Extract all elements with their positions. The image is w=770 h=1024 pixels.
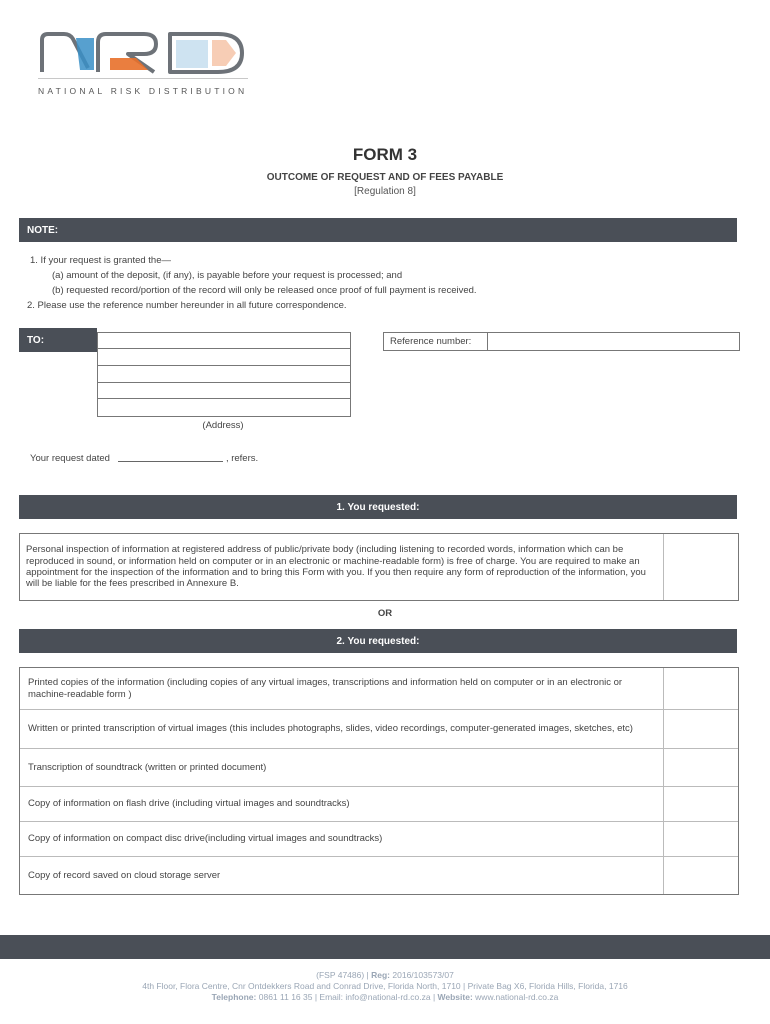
footer-address: 4th Floor, Flora Centre, Cnr Ontdekkers Road and Conrad Drive, Florida North, 1710 | Private Bag X6, Florida Hills, Florida, 1716 bbox=[142, 981, 628, 991]
footer-website[interactable]: www.national-rd.co.za bbox=[475, 992, 559, 1002]
reference-label: Reference number: bbox=[384, 333, 488, 350]
section1-text: Personal inspection of information at registered address of public/private body (including listening to recorded words, information which can be reproduced in sound, or information held on computer or in an electronic or machine-readable form) is free of charge. You are required to make an appointment for the inspection of the information and to bring this Form with you. If you then require any form of reproduction of the information, you will be liable for the fees prescribed in Annexure B. bbox=[26, 544, 646, 590]
or-label: OR bbox=[377, 608, 393, 619]
form-subtitle: OUTCOME OF REQUEST AND OF FEES PAYABLE bbox=[266, 172, 504, 183]
note-bar bbox=[19, 218, 737, 242]
footer-fsp: (FSP 47486) bbox=[316, 970, 365, 980]
note-list bbox=[27, 253, 477, 313]
reference-number-field[interactable] bbox=[488, 333, 739, 350]
section1-table bbox=[19, 533, 739, 601]
option-checkbox[interactable] bbox=[663, 710, 738, 748]
option-text: Transcription of soundtrack (written or printed document) bbox=[28, 761, 267, 773]
footer-email[interactable]: Email: info@national-rd.co.za bbox=[319, 992, 431, 1002]
option-text: Copy of information on flash drive (including virtual images and soundtracks) bbox=[28, 798, 350, 810]
option-row bbox=[20, 749, 738, 787]
address-line-4[interactable] bbox=[98, 383, 350, 399]
footer-telephone: 0861 11 16 35 bbox=[258, 992, 313, 1002]
section1-header: 1. You requested: bbox=[336, 501, 420, 513]
logo-divider bbox=[38, 78, 248, 79]
address-line-3[interactable] bbox=[98, 366, 350, 383]
reference-box bbox=[383, 332, 740, 351]
option-checkbox[interactable] bbox=[663, 749, 738, 786]
option-text: Printed copies of the information (including copies of any virtual images, transcriptions and information held on computer or in an electronic or machine-readable form ) bbox=[28, 677, 623, 700]
section2-bar bbox=[19, 629, 737, 653]
option-checkbox[interactable] bbox=[663, 787, 738, 821]
request-date-field[interactable] bbox=[118, 451, 223, 462]
option-checkbox[interactable] bbox=[663, 857, 738, 894]
note-line-1b: (b) requested record/portion of the record will only be released once proof of full payment is received. bbox=[52, 285, 477, 296]
refers-label: , refers. bbox=[225, 453, 259, 464]
note-line-1a: (a) amount of the deposit, (if any), is payable before your request is processed; and bbox=[52, 270, 403, 281]
note-label: NOTE: bbox=[27, 224, 59, 236]
option-row bbox=[20, 857, 738, 894]
option-row bbox=[20, 668, 738, 710]
section1-bar bbox=[19, 495, 737, 519]
option-row bbox=[20, 822, 738, 857]
form-regulation: [Regulation 8] bbox=[354, 186, 416, 197]
option-text: Written or printed transcription of virtual images (this includes photographs, slides, video recordings, computer-generated images, sketches, etc) bbox=[28, 723, 633, 735]
option-checkbox[interactable] bbox=[663, 822, 738, 856]
option-row bbox=[20, 710, 738, 749]
address-line-1[interactable] bbox=[98, 333, 350, 349]
logo-tagline: NATIONAL RISK DISTRIBUTION bbox=[38, 86, 248, 96]
address-caption: (Address) bbox=[202, 420, 244, 431]
section1-checkbox[interactable] bbox=[663, 534, 738, 600]
footer-reg-value: 2016/103573/07 bbox=[392, 970, 454, 980]
address-box[interactable] bbox=[97, 332, 351, 417]
section2-header: 2. You requested: bbox=[336, 635, 420, 647]
footer-reg-label: Reg: bbox=[371, 970, 391, 980]
footer-line-1: (FSP 47486) | Reg: 2016/103573/07 bbox=[316, 970, 454, 980]
request-dated-row bbox=[30, 451, 258, 464]
address-line-2[interactable] bbox=[98, 349, 350, 366]
option-text: Copy of information on compact disc drive(including virtual images and soundtracks) bbox=[28, 833, 383, 845]
address-line-5[interactable] bbox=[98, 399, 350, 414]
footer-bar bbox=[0, 935, 770, 959]
note-line-2: 2. Please use the reference number hereunder in all future correspondence. bbox=[27, 300, 347, 311]
footer-website-label: Website: bbox=[437, 992, 473, 1002]
section2-table bbox=[19, 667, 739, 895]
nrd-logo bbox=[36, 28, 251, 76]
footer-telephone-label: Telephone: bbox=[211, 992, 257, 1002]
request-dated-label: Your request dated bbox=[30, 453, 110, 464]
footer-line-3: Telephone: 0861 11 16 35 | Email: info@national-rd.co.za | Website: www.national-rd.co.za bbox=[211, 992, 559, 1002]
option-row bbox=[20, 787, 738, 822]
form-title: FORM 3 bbox=[352, 145, 418, 164]
to-label: TO: bbox=[27, 334, 45, 346]
option-text: Copy of record saved on cloud storage server bbox=[28, 869, 221, 881]
to-label-bar bbox=[19, 328, 97, 352]
note-line-1: 1. If your request is granted the— bbox=[30, 255, 171, 266]
option-checkbox[interactable] bbox=[663, 668, 738, 709]
